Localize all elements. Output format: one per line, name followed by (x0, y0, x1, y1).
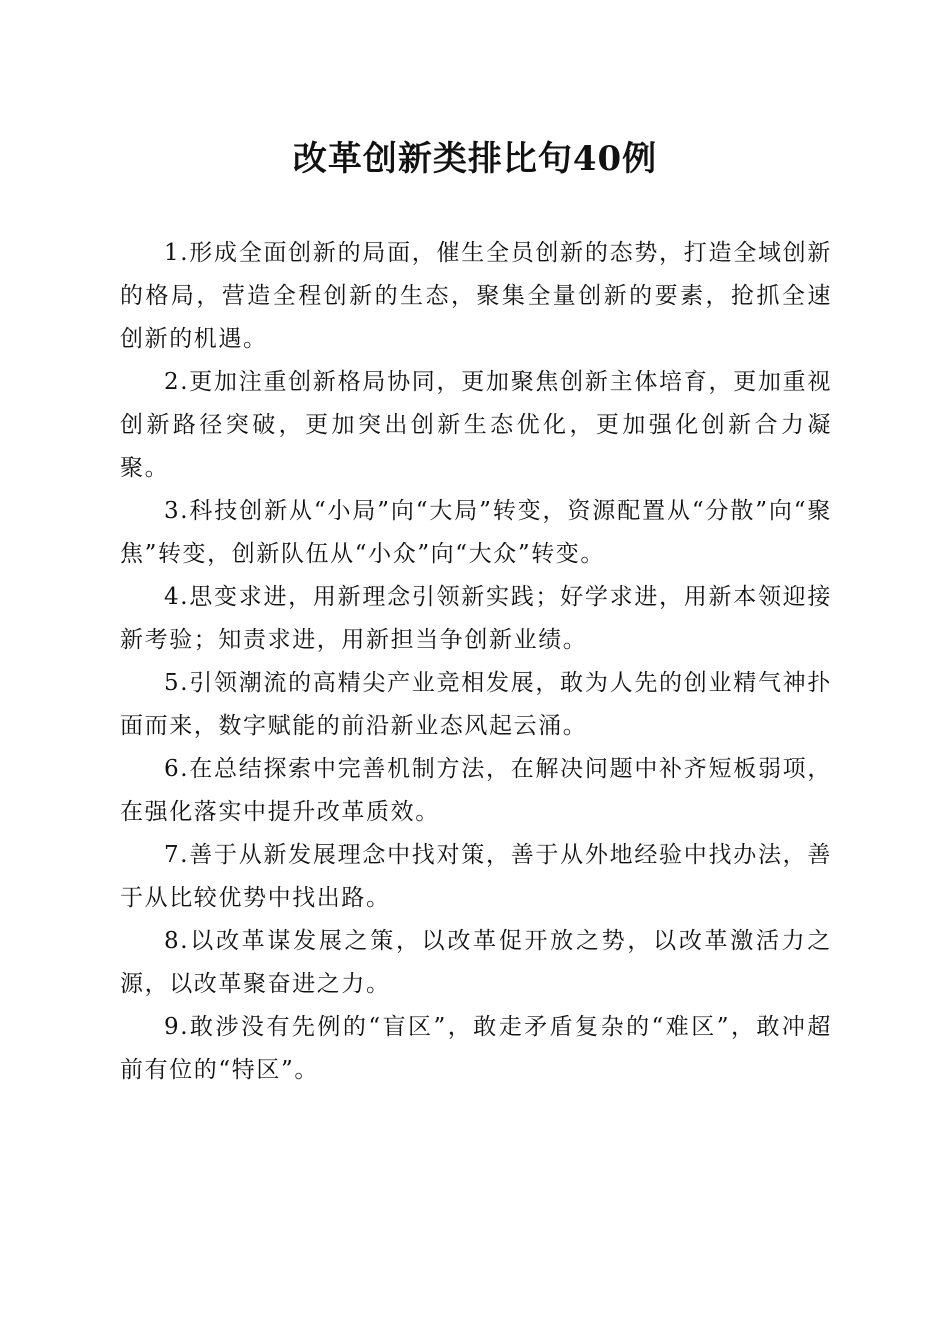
paragraph-1: 1.形成全面创新的局面，催生全员创新的态势，打造全域创新的格局，营造全程创新的生态，聚集全量创新的要素，抢抓全速创新的机遇。 (120, 240, 832, 352)
document-body (120, 232, 832, 1092)
paragraph-2: 2.更加注重创新格局协同，更加聚焦创新主体培育，更加重视创新路径突破，更加突出创新生态优化，更加强化创新合力凝聚。 (120, 369, 832, 481)
paragraph-9: 9.敢涉没有先例的“盲区”，敢走矛盾复杂的“难区”，敢冲超前有位的“特区”。 (120, 1014, 832, 1083)
document-title: 改革创新类排比句40例 (292, 139, 658, 179)
paragraph-5: 5.引领潮流的高精尖产业竞相发展，敢为人先的创业精气神扑面而来，数字赋能的前沿新业态风起云涌。 (120, 670, 832, 739)
paragraph-8: 8.以改革谋发展之策，以改革促开放之势，以改革激活力之源，以改革聚奋进之力。 (120, 928, 832, 997)
paragraph-7: 7.善于从新发展理念中找对策，善于从外地经验中找办法，善于从比较优势中找出路。 (120, 842, 832, 911)
paragraph-4: 4.思变求进，用新理念引领新实践；好学求进，用新本领迎接新考验；知责求进，用新担当争创新业绩。 (120, 584, 832, 653)
paragraph-6: 6.在总结探索中完善机制方法，在解决问题中补齐短板弱项，在强化落实中提升改革质效。 (120, 756, 832, 825)
paragraph-3: 3.科技创新从“小局”向“大局”转变，资源配置从“分散”向“聚焦”转变，创新队伍从“小众”向“大众”转变。 (120, 498, 832, 567)
